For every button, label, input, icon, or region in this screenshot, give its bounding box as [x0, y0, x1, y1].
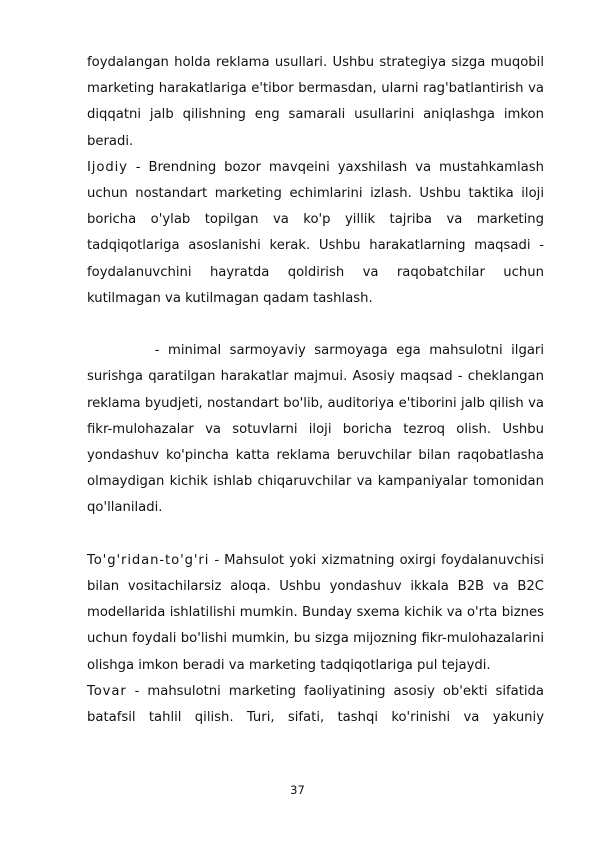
paragraph-term: To'g'ridan-to'g'ri	[87, 552, 210, 568]
paragraph-ijodiy	[87, 155, 544, 312]
paragraph-term: Ijodiy	[87, 159, 128, 175]
paragraph-term: Tovar	[87, 683, 127, 699]
paragraph-togridan-togri	[87, 548, 544, 679]
paragraph-tovar	[87, 679, 544, 731]
paragraph-text: - Mahsulot yoki xizmatning oxirgi foydalanuvchisi bilan vositachilarsiz aloqa. Ushbu yondashuv ikkala B2B va B2C modellarida ishlatilishi mumkin. Bunday sxema kichik va o'rta biznes uchun foydali bo'lishi mumkin, bu sizga mijozning fikr-mulohazalarini olishga imkon beradi va marketing tadqiqotlariga pul tejaydi.	[87, 552, 544, 673]
paragraph-text: - Brendning bozor mavqeini yaxshilash va mustahkamlash uchun nostandart marketing echimlarini izlash. Ushbu taktika iloji boricha o'ylab topilgan va ko'p yillik tajriba va marketing tadqiqotlariga asoslanishi kerak. Ushbu harakatlarning maqsadi - foydalanuvchini hayratda qoldirish va raqobatchilar uchun kutilmagan va kutilmagan qadam tashlash.	[87, 159, 544, 306]
paragraph-continuation	[87, 50, 544, 155]
paragraph-text: - minimal sarmoyaviy sarmoyaga ega mahsulotni ilgari surishga qaratilgan harakatlar majmui. Asosiy maqsad - cheklangan reklama byudjeti, nostandart bo'lib, auditoriya e'tiborini jalb qilish va fikr-mulohazalar va sotuvlarni iloji boricha tezroq olish. Ushbu yondashuv ko'pincha katta reklama beruvchilar bilan raqobatlasha olmaydigan kichik ishlab chiqaruvchilar va kampaniyalar tomonidan qo'llaniladi.	[87, 343, 549, 516]
text-body	[87, 50, 549, 731]
paragraph-text: - mahsulotni marketing faoliyatining asosiy ob'ekti sifatida batafsil tahlil qilish. Turi, sifati, tashqi ko'rinishi va yakuniy	[87, 683, 544, 726]
paragraph-minimal	[87, 312, 549, 548]
paragraph-text: foydalangan holda reklama usullari. Ushbu strategiya sizga muqobil marketing harakatlariga e'tibor bermasdan, ularni rag'batlantirish va diqqatni jalb qilishning eng samarali usullarini aniqlashga imkon beradi.	[87, 55, 544, 149]
page-number: 37	[290, 783, 305, 797]
